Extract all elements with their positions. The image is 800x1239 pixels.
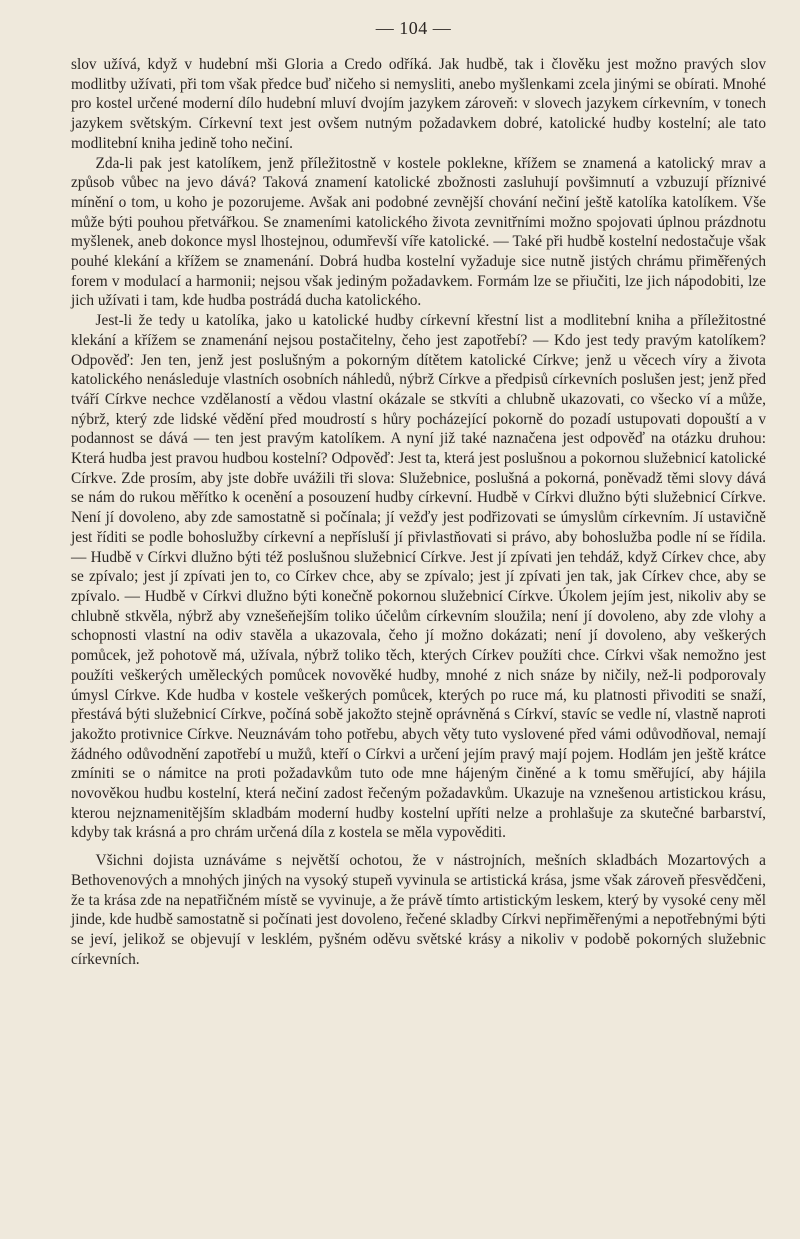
paragraph-1: slov užívá, když v hudební mši Gloria a Credo odříká. Jak hudbě, tak i člověku jest možno pravých slov modlitby užívati, při tom však předce buď ničeho si nemysliti, anebo myšlenkami zcela jinými se obírati. Mnohé pro kostel určené moderní dílo hudební mluví dvojím jazykem zároveň: v slovech jazykem církevním, v tonech jazykem světským. Církevní text jest ovšem nutným požadavkem dobré, katolické hudby kostelní; ale tato modlitební kniha jedině toho nečiní. (71, 56, 766, 152)
page-number: — 104 — (375, 18, 452, 38)
paragraph-2: Zda-li pak jest katolíkem, jenž příležitostně v kostele poklekne, křížem se znamená a katolický mrav a způsob vůbec na jevo dává? Taková znamení katolické zbožnosti zasluhují povšimnutí a vzbuzují příznivé mínění o tom, u koho je pozorujeme. Avšak ani podobné zevnější chování nečiní ještě katolíka katolíkem. Vše může býti pouhou přetvářkou. Se znameními katolického života zevnitřními možno spojovati úplnou prázdnotu myšlenek, aneb dokonce mysl lhostejnou, odumřevší víře katolické. — Také při hudbě kostelní nedostačuje však pouhé klekání a křížem se znamenání. Dobrá hudba kostelní vyžaduje sice nutně jistých chrámu přiměřených forem v modulací a harmonii; nejsou však jediným požadavkem. Formám lze se přiučiti, lze jich nápodobiti, lze jich užívati i tam, kde hudba postrádá ducha katolického. (71, 154, 766, 310)
paragraph-4: Všichni dojista uznáváme s největší ochotou, že v nástrojních, mešních skladbách Mozartových a Bethovenových a mnohých jiných na vysoký stupeň vyvinula se artistická krása, jsme však zároveň přesvědčeni, že ta krása zde na nepatřičném místě se vyvinuje, a že právě tímto artistickým leskem, který by vysoké ceny měl jinde, kde hudbě samostatně si počínati jest dovoleno, řečené skladby Církvi nepřiměřenými a nepotřebnými býti se jeví, jelikož se objevují v lesklém, pyšném oděvu světské krásy a nikoliv v podobě pokorných služebnic církevních. (71, 852, 766, 968)
paragraph-3: Jest-li že tedy u katolíka, jako u katolické hudby církevní křestní list a modlitební kniha a příležitostné klekání a křížem se znamenání nejsou postačitelny, čeho jest zapotřebí? — Kdo jest tedy pravým katolíkem? Odpověď: Jen ten, jenž jest poslušným a pokorným dítětem katolické Církve; jenž u věcech víry a života katolického nenásleduje vlastních osobních náhledů, nýbrž Církve a předpisů církevních poslušen jest; jenž před tváří Církve nechce vzdělaností a vědou vlastní okázale se stkvíti a chlubně ukazovati, co všecko ví a může, nýbrž, který zde lidské vědění před moudrostí s hůry pocházející pokorně do pozadí ustupovati dopouští a v podannost se dává — ten jest pravým katolíkem. A nyní již také naznačena jest odpověď na otázku druhou: Která hudba jest pravou hudbou kostelní? Odpověď: Jest ta, která jest poslušnou a pokornou služebnicí katolické Církve. Zde prosím, aby jste dobře uvážili tři slova: Služebnice, poslušná a pokorná, poněvadž těmi slovy dává se nám do rukou měřítko k ocenění a posouzení hudby církevní. Hudbě v Církvi dlužno býti služebnicí Církve. Není jí dovoleno, aby zde samostatně si počínala; jí vežďy jest podřizovati se úmyslům církevním. Jí ustavičně jest říditi se podle bohoslužby církevní a nepřísluší jí přivlastňovati si právo, aby bohoslužba podle ní se řídila. — Hudbě v Církvi dlužno býti též poslušnou služebnicí Církve. Jest jí zpívati jen tehdáž, když Církev chce, aby se zpívalo; jest jí zpívati jen to, co Církev chce, aby se zpívalo; jest jí zpívati jen tak, jak Církev chce, aby se zpívalo. — Hudbě v Církvi dlužno býti konečně pokornou služebnicí Církve. Úkolem jejím jest, nikoliv aby se chlubně stkvěla, nýbrž aby vznešeňejším toliko účelům církevním sloužila; není jí dovoleno, aby zde vlohy a schopnosti vlastní na odiv stavěla a ukazovala, čeho jí možno dokázati; není jí dovoleno, aby veškerých pomůcek, jež pohotově má, užívala, nýbrž toliko těch, kterých Církev použíti chce. Církvi však nemožno jest použíti veškerých uměleckých pomůcek novověké hudby, mnohé z nich snáze by ničily, než-li podporovaly úmysl Církve. Kde hudba v kostele veškerých pomůcek, kterých po ruce má, ku platnosti přivoditi se snaží, přestává býti služebnicí Církve, počíná sobě jakožto stejně oprávněná s Církví, stavíc se vedle ní, vlastně naproti jakožto protivnice Církve. Neuznávám toho potřebu, abych věty tuto vyslovené před vámi odůvodňoval, nemají žádného odůvodnění zapotřebí u mužů, kteří o Církvi a určení jejím pravý mají pojem. Hodlám jen ještě krátce zmíniti se o námitce na proti požadavkům tuto ode mne hájeným činěné a k tomu směřující, aby hájila novověkou hudbu kostelní, která nečiní zadost řečeným požadavkům. Ukazuje na vznešenou artistickou krásu, kterou nejznamenitějším skladbám moderní hudby kostelní upříti nelze a prohlašuje za skutečné barbarství, kdyby tak krásná a pro chrám určená díla z kostela se měla vypověditi. (71, 312, 766, 842)
